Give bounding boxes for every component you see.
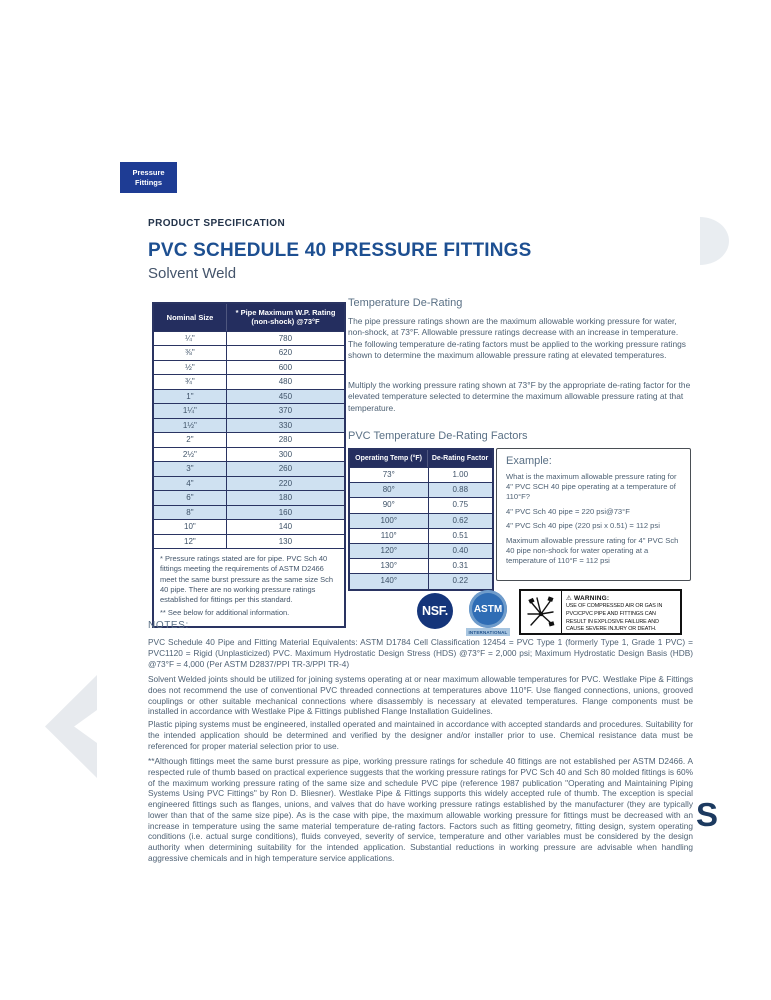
temp-cell: 140° [350,574,429,588]
nominal-size-cell: 4" [154,477,227,491]
table-row [154,403,344,418]
footnote: * Pressure ratings stated are for pipe. PVC Sch 40 fittings meeting the requirements of ASTM D2466 meet the same burst pressure as the same size Sch 40 pipe. There are no working pressure ratings established for fittings per this standard. [160,554,333,604]
nsf-logo-text: NSF. [422,604,448,618]
table-row [154,505,344,520]
rating-cell: 260 [278,464,293,474]
table-row [350,528,492,543]
astm-logo [469,590,507,628]
table-row [154,345,344,360]
table-row [350,467,492,482]
table-row [350,543,492,558]
nominal-size-cell: ⅜" [154,346,227,360]
nsf-logo [417,593,453,629]
derating-paragraph: The pipe pressure ratings shown are the maximum allowable working pressure for water, non-shock, at 73°F. Allowable pressure ratings decrease with an increase in temperature. The following temperature de-rating factors must be applied to the working pressure ratings shown to determine the maximum allowable pressure rating at elevated temperatures. [348,316,686,361]
factor-cell: 1.00 [452,470,469,479]
nominal-size-cell: ¾" [154,375,227,389]
example-line: Maximum allowable pressure rating for 4" PVC Sch 40 pipe non-shock for water operating at a temperature of 110°F = 112 psi [506,536,679,566]
nominal-size-cell: 6" [154,491,227,505]
table-row [154,490,344,505]
rating-cell: 480 [278,377,293,387]
example-heading: Example: [506,455,552,467]
footnote: ** See below for additional information. [160,607,290,617]
rating-cell: 780 [278,333,293,343]
temperature-derating-heading: Temperature De-Rating [348,297,463,309]
table-row [154,447,344,462]
nominal-size-cell: 2" [154,433,227,447]
temp-cell: 80° [350,483,429,497]
table-row [154,461,344,476]
table-row [154,476,344,491]
rating-cell: 330 [278,420,293,430]
derating-factors-heading: PVC Temperature De-Rating Factors [348,430,528,442]
derating-factors-table [348,448,494,591]
table-header-row [350,450,492,467]
rating-cell: 140 [278,522,293,532]
compressed-air-warning-label [519,589,682,635]
warning-line: RESULT IN EXPLOSIVE FAILURE AND [566,618,659,625]
table-row [350,513,492,528]
table-row [350,573,492,588]
nominal-size-cell: ¼" [154,332,227,346]
notes-paragraph: Solvent Welded joints should be utilized for joining systems operating at or near maximum allowable temperatures for PVC. Westlake Pipe & Fittings does not recommend the use of conventional PVC threaded connections at temperatures above 110°F. Use flanged connections, unions, grooved couplings or other suitable mechanical connections where disassembly is necessary at elevated temperatures. Flange components must be installed in accordance with Westlake Pipe & Fittings published Flange Installation Guidelines. [148,674,693,717]
rating-cell: 370 [278,406,293,416]
table-row [350,558,492,573]
table-header-row [154,304,344,331]
column-header: * Pipe Maximum W.P. Rating (non-shock) @73°F [235,308,336,327]
chevron-watermark-icon [45,675,97,778]
section-eyebrow: PRODUCT SPECIFICATION [148,218,286,229]
table-row [350,497,492,512]
rating-cell: 130 [278,536,293,546]
nominal-size-cell: 2½" [154,448,227,462]
example-line: 4" PVC Sch 40 pipe (220 psi x 0.51) = 112 psi [506,521,660,531]
table-row [154,389,344,404]
badge-line-2: Fittings [134,177,163,187]
rating-cell: 600 [278,362,293,372]
column-header: Operating Temp (°F) [350,450,428,467]
nominal-size-cell: 3" [154,462,227,476]
table-footnotes [154,548,344,626]
rating-cell: 160 [278,507,293,517]
factor-cell: 0.62 [452,515,469,525]
notes-paragraph: **Although fittings meet the same burst pressure as pipe, working pressure ratings for schedule 40 fittings are not established per ASTM D2466. A respected rule of thumb based on practical experience suggests that the working pressure ratings for PVC Sch 40 and Sch 80 molded fittings is 60% of the maximum working pressure rating of the same size and schedule PVC pipe (reference 1987 publication "Operating and Maintaining Piping Systems Using PVC Fittings" by Ron D. Bliesner). Westlake Pipe & Fittings supports this widely accepted rule of thumb. The exception is special engineered fittings such as flanges, unions, and valves that do have working pressure ratings established by the manufacturer (they are typically lower than that of the same size pipe). As is the case with pipe, the maximum allowable working pressure for fittings must be decreased with an increase in temperature using the same material temperature de-rating factors. Factors such as fitting geometry, fitting design, system operating conditions (i.e. actual surge conditions), fluids conveyed, severity of service, temperature and other variables must be considered by the design authority when determining suitability for the intended application. Substantial reductions in working pressure are advisable when handling aggressive chemicals and in high temperature service applications. [148,756,693,864]
astm-international-bar: INTERNATIONAL [466,628,510,636]
warning-line: USE OF COMPRESSED AIR OR GAS IN [566,603,663,609]
temp-cell: 90° [350,498,429,512]
rating-cell: 280 [278,435,293,445]
rating-cell: 450 [278,391,293,401]
table-row [154,418,344,433]
column-header: Nominal Size [154,304,227,331]
warning-title: ⚠ WARNING: [566,595,610,602]
temp-cell: 110° [350,529,429,543]
rating-cell: 620 [278,348,293,358]
rating-cell: 180 [278,493,293,503]
table-row [154,331,344,346]
rating-cell: 220 [278,478,293,488]
table-row [154,432,344,447]
table-row [154,374,344,389]
warning-line: CAUSE SEVERE INJURY OR DEATH. [566,626,657,633]
factor-cell: 0.75 [452,500,469,510]
factor-cell: 0.40 [452,545,469,555]
semicircle-decor-shape [700,217,729,265]
factor-cell: 0.31 [452,561,469,571]
nominal-size-cell: 8" [154,506,227,520]
astm-logo-text: ASTM [473,603,503,615]
nominal-size-cell: ½" [154,361,227,375]
example-line: What is the maximum allowable pressure rating for 4" PVC SCH 40 pipe operating at a temperature of 110°F? [506,472,677,501]
example-box [496,448,691,581]
nominal-size-cell: 1½" [154,419,227,433]
table-row [154,519,344,534]
pressure-rating-table [152,302,346,628]
notes-paragraph: PVC Schedule 40 Pipe and Fitting Material Equivalents: ASTM D1784 Cell Classification 12454 = PVC Type 1 (formerly Type 1, Grade 1 PVC) = PVC1120 = Rigid (Unplasticized) PVC. Maximum Hydrostatic Design Stress (HDS) @73°F = 2,000 psi; Maximum Hydrostatic Design Basis (HDB) @73°F = 4,000 (Per ASTM D2837/PPI TR-3/PPI TR-4) [148,637,693,669]
temp-cell: 73° [350,468,429,482]
nominal-size-cell: 12" [154,535,227,549]
temp-cell: 130° [350,559,429,573]
warning-line: PVC/CPVC PIPE AND FITTINGS CAN [566,610,656,617]
notes-heading: NOTES: [148,620,189,631]
notes-paragraph: Plastic piping systems must be engineered, installed operated and maintained in accordance with accepted standards and procedures. Suitability for the intended application should be determined and verified by the designer and/or installer prior to use. Chemical resistance data must be referenced for proper material selection prior to use. [148,719,693,751]
table-row [154,360,344,375]
badge-line-1: Pressure [132,168,165,178]
temp-cell: 120° [350,544,429,558]
factor-cell: 0.51 [452,530,469,540]
column-header: De-Rating Factor [431,455,489,462]
explosion-graphic-icon [521,591,562,633]
nominal-size-cell: 1" [154,390,227,404]
example-line: 4" PVC Sch 40 pipe = 220 psi@73°F [506,506,630,516]
temp-cell: 100° [350,514,429,528]
rating-cell: 300 [278,449,293,459]
table-row [350,482,492,497]
page-subtitle: Solvent Weld [148,265,237,282]
factor-cell: 0.22 [452,576,469,586]
factor-cell: 0.88 [452,485,469,495]
clipped-letter-decor: S [696,796,719,833]
table-row [154,534,344,549]
nominal-size-cell: 1¼" [154,404,227,418]
nominal-size-cell: 10" [154,520,227,534]
pressure-fittings-badge [120,162,177,193]
page-title: PVC SCHEDULE 40 PRESSURE FITTINGS [148,240,532,261]
derating-paragraph: Multiply the working pressure rating shown at 73°F by the appropriate de-rating factor for the elevated temperature selected to determine the maximum allowable pressure rating at that temperature. [348,380,691,413]
warning-text-block [562,591,680,633]
